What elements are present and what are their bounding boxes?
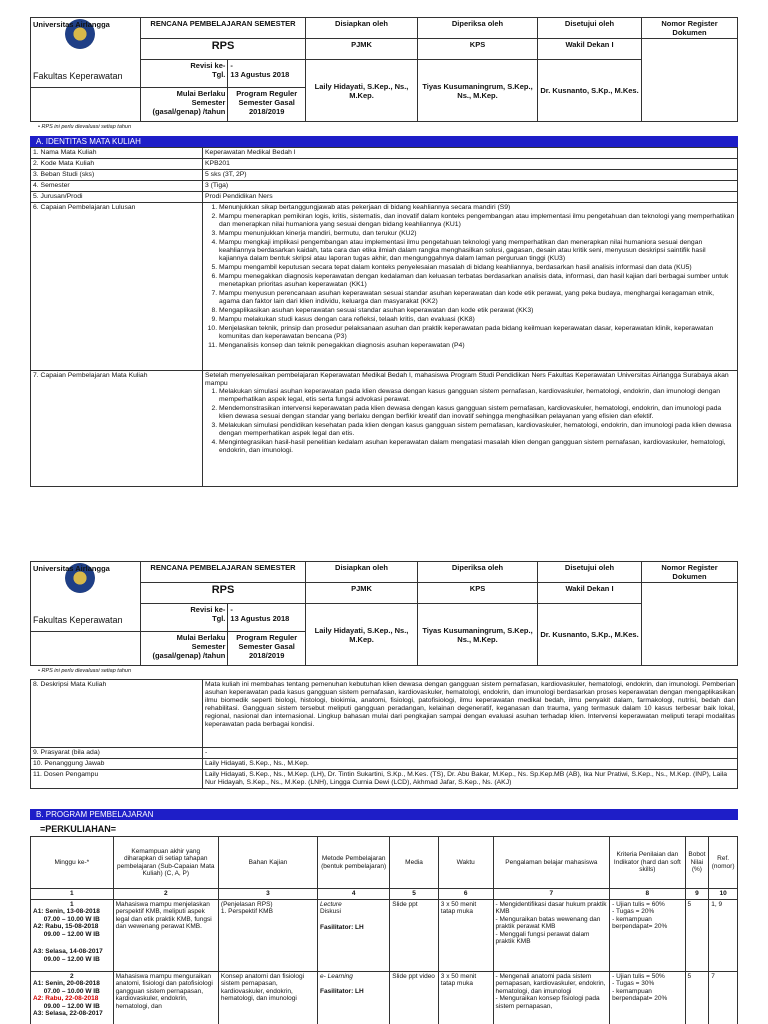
week-cell: 1 A1: Senin, 13-08-2018 07.00 – 10.00 W IB A2: Rabu, 15-08-2018 09.00 – 12.00 W IB A3: Selasa, 14-08-2017 09.00 – 12.00 W IB: [31, 899, 114, 971]
metode-cell: e- Learning Fasilitator: LH: [318, 971, 390, 1024]
col-minggu: Minggu ke-*: [31, 837, 114, 889]
header-table: [30, 17, 738, 122]
wakil-dekan-name: Dr. Kusnanto, S.Kp., M.Kes.: [538, 604, 642, 666]
cpmk-item: 2. Mendemonstrasikan intervensi keperawatan pada klien dewasa dengan kasus gangguan sistem pernafasan, kardiovaskuler, hematologi, endokrin, dan imunologi pada klien dewasa sesuai dengan standar yang berlaku dengan berfikir kreatif dan inovatif sehingga menghasilkan pelayanan yang efisien dan efektif.: [219, 405, 735, 421]
cpmk-list: [205, 388, 735, 455]
revisi-label-cell: Revisi ke- Tgl.: [141, 604, 228, 632]
kps-label: KPS: [418, 39, 538, 60]
faculty-name: Fakultas Keperawatan: [33, 615, 123, 625]
ident-label: 1. Nama Mata Kuliah: [31, 148, 203, 159]
bahan-cell: (Penjelasan RPS) 1. Perspektif KMB: [218, 899, 317, 971]
program-table: [30, 836, 738, 1024]
rps-header-page1: [30, 17, 738, 487]
kriteria-item: - Tugas = 30%: [612, 980, 682, 988]
mulai-berlaku-value: Program Reguler Semester Gasal 2018/2019: [228, 632, 306, 666]
metode-cell: Lecture Diskusi Fasilitator: LH: [318, 899, 390, 971]
rps-header-page2: [30, 561, 738, 1024]
col-metode: Metode Pembelajaran (bentuk pembelajaran): [318, 837, 390, 889]
ident-value: 3 (Tiga): [203, 181, 738, 192]
table-row: [31, 971, 738, 1024]
cpl-item: 5. Mampu mengambil keputusan secara tepat dalam konteks penyelesaian masalah di bidang keahliannya, berdasarkan hasil analisis informasi dan data (KU5): [219, 264, 735, 272]
cpl-item: 4. Mampu mengkaji implikasi pengembangan atau implementasi ilmu pengetahuan teknologi yang memperhatikan dan menerapkan nilai humaniora sesuai dengan keahliannya berdasarkan kaidah, tata cara dan etika ilmiah dalam rangka menghasilkan solusi, gagasan, desain atau kritik seni, menyusun deskripsi saintifik hasil kajiannya dalam bentuk skripsi atau laporan tugas akhir, dan mengunggahnya dalam laman perguruan tinggi (KU3): [219, 239, 735, 263]
waktu-cell: 3 x 50 menit tatap muka: [438, 899, 493, 971]
ident-label-penanggung-jawab: 10. Penanggung Jawab: [31, 759, 203, 770]
kriteria-item: - kemampuan berpendapat= 20%: [612, 988, 682, 1003]
kriteria-item: - Tugas = 20%: [612, 908, 682, 916]
evaluation-note: • RPS ini perlu dievaluasi setiap tahun: [38, 124, 132, 130]
header-table-2: [30, 561, 738, 666]
rps-title: RPS: [141, 39, 306, 60]
wakil-dekan-name: Dr. Kusnanto, S.Kp., M.Kes.: [538, 60, 642, 122]
media-cell: Slide ppt video: [390, 971, 439, 1024]
col-kemampuan: Kemampuan akhir yang diharapkan di setiap tahapan pembelajaran (Sub-Capaian Mata Kuliah) (C, A, P): [113, 837, 218, 889]
rencana-title: RENCANA PEMBELAJARAN SEMESTER: [141, 562, 306, 583]
column-number-row: 1 2 3 4 5 6 7 8 9 10: [31, 889, 738, 900]
col-bobot: Bobot Nilai (%): [685, 837, 709, 889]
pengalaman-item: - Menggali fungsi perawat dalam praktik KMB: [496, 931, 608, 946]
ident-value: KPB201: [203, 159, 738, 170]
ident-label-cpl: 6. Capaian Pembelajaran Lulusan: [31, 203, 203, 371]
wakil-dekan-label: Wakil Dekan I: [538, 583, 642, 604]
section-b-title: B. PROGRAM PEMBELAJARAN: [30, 809, 738, 820]
pengalaman-cell: [493, 971, 610, 1024]
cpmk-intro: Setelah menyelesaikan pembelajaran Keperawatan Medikal Bedah I, mahasiswa Program Studi Pendidikan Ners Fakultas Keperawatan Universitas Airlangga Surabaya akan mampu: [205, 372, 729, 387]
ref-cell: 1, 9: [709, 899, 738, 971]
revisi-label-cell: Revisi ke- Tgl.: [141, 60, 228, 88]
wakil-dekan-label: Wakil Dekan I: [538, 39, 642, 60]
cpmk-item: 4. Mengintegrasikan hasil-hasil penelitian kedalam asuhan keperawatan dalam mengatasi masalah klien dengan gangguan sistem pernafasan, kardiovaskuler, hematologi, endokrin, dan imunologi.: [219, 439, 735, 455]
kps-label: KPS: [418, 583, 538, 604]
identitas-table-page1: [30, 147, 738, 487]
table-row: [31, 899, 738, 971]
cpmk-item: 3. Melakukan simulasi pendidikan kesehatan pada klien dengan kasus gangguan sistem pernafasan, kardiovaskuler, hematologi, endokrin, dan imunologi pada klien dewasa dengan memperhatikan aspek legal dan etis.: [219, 422, 735, 438]
cpl-item: 7. Mampu menyusun perencanaan asuhan keperawatan sesuai standar asuhan keperawatan dan kode etik perawat, yang peka budaya, menghargai keragaman etnik, agama dan faktor lain dari klien individu, keluarga dan masyarakat (KK2): [219, 290, 735, 306]
col-kriteria: Kriteria Penilaian dan Indikator (hard dan soft skills): [610, 837, 685, 889]
university-cell: [31, 18, 141, 88]
cpl-item: 11. Menganalisis konsep dan teknik penegakkan diagnosis asuhan keperawatan (P4): [219, 342, 735, 350]
identitas-table-page2: [30, 679, 738, 789]
media-cell: Slide ppt: [390, 899, 439, 971]
pjmk-label: PJMK: [306, 39, 418, 60]
program-header-row: [31, 837, 738, 889]
mulai-berlaku-label: Mulai Berlaku Semester (gasal/genap) /tahun: [141, 88, 228, 122]
nomor-register-value: [642, 583, 738, 666]
cpl-item: 8. Mengaplikasikan asuhan keperawatan sesuai standar asuhan keperawatan dan kode etik perawat (KK3): [219, 307, 735, 315]
section-a-title: A. IDENTITAS MATA KULIAH: [30, 136, 738, 147]
cpl-item: 9. Mampu melakukan studi kasus dengan cara refleksi, telaah kritis, dan evaluasi (KK8): [219, 316, 735, 324]
cpmk-item: 1. Melakukan simulasi asuhan keperawatan pada klien dewasa dengan kasus gangguan sistem pernafasan, kardiovaskuler, hematologi, endokrin, dan imunologi dengan memperhatikan aspek legal, etis serta fungsi advokasi perawat.: [219, 388, 735, 404]
col-pengalaman: Pengalaman belajar mahasiswa: [493, 837, 610, 889]
disetujui-label: Disetujui oleh: [538, 562, 642, 583]
ident-label: 5. Jurusan/Prodi: [31, 192, 203, 203]
kriteria-item: - Ujian tulis = 50%: [612, 973, 682, 981]
perkuliahan-heading: =PERKULIAHAN=: [40, 824, 117, 834]
ident-value: 5 sks (3T, 2P): [203, 170, 738, 181]
revisi-value-cell: - 13 Agustus 2018: [228, 604, 306, 632]
col-bahan-kajian: Bahan Kajian: [218, 837, 317, 889]
cpl-list-cell: [203, 203, 738, 371]
mulai-berlaku-value: Program Reguler Semester Gasal 2018/2019: [228, 88, 306, 122]
kemampuan-cell: Mahasiswa mampu menguraikan anatomi, fisiologi dan patofisiologi gangguan sistem pernapasan, kardiovaskuler, endokrin, hematologi, dan: [113, 971, 218, 1024]
cpl-item: 1. Menunjukkan sikap bertanggungjawab atas pekerjaan di bidang keahliannya secara mandiri (S9): [219, 204, 735, 212]
ref-cell: 7: [709, 971, 738, 1024]
cpl-item: 2. Mampu menerapkan pemikiran logis, kritis, sistematis, dan inovatif dalam konteks pengembangan atau implementasi ilmu pengetahuan dan teknologi yang memperhatikan dan menerapkan nilai humaniora yang sesuai dengan bidang keahliannya (KU1): [219, 213, 735, 229]
pengalaman-item: - Menguraikan batas wewenang dan praktik perawat KMB: [496, 916, 608, 931]
col-waktu: Waktu: [438, 837, 493, 889]
deskripsi-value: Mata kuliah ini membahas tentang pemenuhan kebutuhan klien dewasa dengan gangguan sistem pernafasan, kardiovaskuler, hematologi, endokrin, dan imunologi. Pemberian asuhan keperawatan pada kasus gangguan sistem pernafasan, kardiovaskuler, hematologi, endokrin, dan imunologi berdasarkan proses keperawatan dengan mengaplikasikan ilmu biomedik seperti biologi, histologi, biokimia, anatomi, fisiologi, patofisiologi, ilmu keperawatan medikal bedah, ilmu penyakit dalam, farmakologi, nutrisi, bedah dan rehabilitasi. Gangguan sistem tersebut meliputi gangguan peradangan, kelainan degeneratif, keganasan dan trauma, yang termasuk dalam 10 kasus terbesar baik lokal, regional, nasional dan internasional. Lingkup bahasan mulai dari pengkajian sampai dengan evaluasi asuhan terhadap klien. Intervensi keperawatan meliputi terapi modalitas keperawatan pada berbagai kondisi.: [203, 680, 738, 748]
ident-label-deskripsi: 8. Deskripsi Mata Kuliah: [31, 680, 203, 748]
cpl-item: 10. Menjelaskan teknik, prinsip dan prosedur pelaksanaan asuhan dan praktik keperawatan pada bidang keilmuan keperawatan dasar, keperawatan klinik, keperawatan komunitas dan keperawatan bencana (P3): [219, 325, 735, 341]
week-cell: 2 A1: Senin, 20-08-2018 07.00 – 10.00 W IB A2: Rabu, 22-08-2018 09.00 – 12.00 W IB A3: Selasa, 22-08-2017: [31, 971, 114, 1024]
pengalaman-item: - Menguraikan konsep fisiologi pada sistem pernapasan,: [496, 995, 608, 1010]
disiapkan-label: Disiapkan oleh: [306, 562, 418, 583]
pjmk-name: Laily Hidayati, S.Kep., Ns., M.Kep.: [306, 604, 418, 666]
disiapkan-label: Disiapkan oleh: [306, 18, 418, 39]
nomor-register-label: Nomor Register Dokumen: [642, 18, 738, 39]
pjmk-label: PJMK: [306, 583, 418, 604]
ident-value: Keperawatan Medikal Bedah I: [203, 148, 738, 159]
dosen-pengampu-value: Laily Hidayati, S.Kep., Ns., M.Kep. (LH), Dr. Tintin Sukartini, S.Kp., M.Kes. (TS), Dr. Abu Bakar, M.Kep., Ns. Sp.Kep.MB (AB), Ika Nur Pratiwi, S.Kep., Ns., M.Kep. (INP), Laila Nur Hidayah, S.Kep., Ns., M.Kep. (LNH), Lingga Curnia Dewi (LCD), Akhmad Jafar, S.Kep., Ns. (AKJ): [203, 770, 738, 789]
nomor-register-value: [642, 39, 738, 122]
waktu-cell: 3 x 50 menit tatap muka: [438, 971, 493, 1024]
ident-label-prasyarat: 9. Prasyarat (bila ada): [31, 748, 203, 759]
cpmk-cell: [203, 371, 738, 487]
bahan-cell: Konsep anatomi dan fisiologi sistem pernapasan, kardiovaskuler, endokrin, hematologi, dan imunologi: [218, 971, 317, 1024]
evaluation-note: • RPS ini perlu dievaluasi setiap tahun: [38, 668, 132, 674]
col-media: Media: [390, 837, 439, 889]
kemampuan-cell: Mahasiswa mampu menjelaskan perspektif KMB, meliputi aspek legal dan etik praktik KMB, fungsi dan wewenang perawat KMB.: [113, 899, 218, 971]
prasyarat-value: -: [203, 748, 738, 759]
bobot-cell: 5: [685, 899, 709, 971]
pengalaman-cell: [493, 899, 610, 971]
disetujui-label: Disetujui oleh: [538, 18, 642, 39]
ident-label-cpmk: 7. Capaian Pembelajaran Mata Kuliah: [31, 371, 203, 487]
ident-label-dosen: 11. Dosen Pengampu: [31, 770, 203, 789]
ident-label: 3. Beban Studi (sks): [31, 170, 203, 181]
mulai-berlaku-label: Mulai Berlaku Semester (gasal/genap) /tahun: [141, 632, 228, 666]
ident-label: 4. Semester: [31, 181, 203, 192]
ident-label: 2. Kode Mata Kuliah: [31, 159, 203, 170]
kps-name: Tiyas Kusumaningrum, S.Kep., Ns., M.Kep.: [418, 60, 538, 122]
ident-value: Prodi Pendidikan Ners: [203, 192, 738, 203]
university-name: Universitas Airlangga: [33, 564, 110, 573]
kps-name: Tiyas Kusumaningrum, S.Kep., Ns., M.Kep.: [418, 604, 538, 666]
kriteria-item: - Ujian tulis = 60%: [612, 901, 682, 909]
col-ref: Ref. (nomor): [709, 837, 738, 889]
faculty-name: Fakultas Keperawatan: [33, 71, 123, 81]
pengalaman-item: - Mengenali anatomi pada sistem pernapasan, kardiovaskuler, endokrin, hematologi, dan imunologi: [496, 973, 608, 996]
revisi-value-cell: - 13 Agustus 2018: [228, 60, 306, 88]
cpl-item: 6. Mampu menegakkan diagnosis keperawatan dengan kedalaman dan keluasan terbatas berdasarkan analisis data, informasi, dan hasil kajian dari berbagai sumber untuk menetapkan prioritas asuhan keperawatan (KK1): [219, 273, 735, 289]
rps-title: RPS: [141, 583, 306, 604]
cpl-item: 3. Mampu menunjukkan kinerja mandiri, bermutu, dan terukur (KU2): [219, 230, 735, 238]
kriteria-cell: [610, 899, 685, 971]
nomor-register-label: Nomor Register Dokumen: [642, 562, 738, 583]
university-cell: [31, 562, 141, 632]
pengalaman-item: - Mengidentifikasi dasar hukum praktik KMB: [496, 901, 608, 916]
kriteria-item: - kemampuan berpendapat= 20%: [612, 916, 682, 931]
kriteria-cell: [610, 971, 685, 1024]
penanggung-jawab-value: Laily Hidayati, S.Kep., Ns., M.Kep.: [203, 759, 738, 770]
cpl-list: [205, 204, 735, 350]
diperiksa-label: Diperiksa oleh: [418, 18, 538, 39]
diperiksa-label: Diperiksa oleh: [418, 562, 538, 583]
bobot-cell: 5: [685, 971, 709, 1024]
rencana-title: RENCANA PEMBELAJARAN SEMESTER: [141, 18, 306, 39]
university-name: Universitas Airlangga: [33, 20, 110, 29]
pjmk-name: Laily Hidayati, S.Kep., Ns., M.Kep.: [306, 60, 418, 122]
